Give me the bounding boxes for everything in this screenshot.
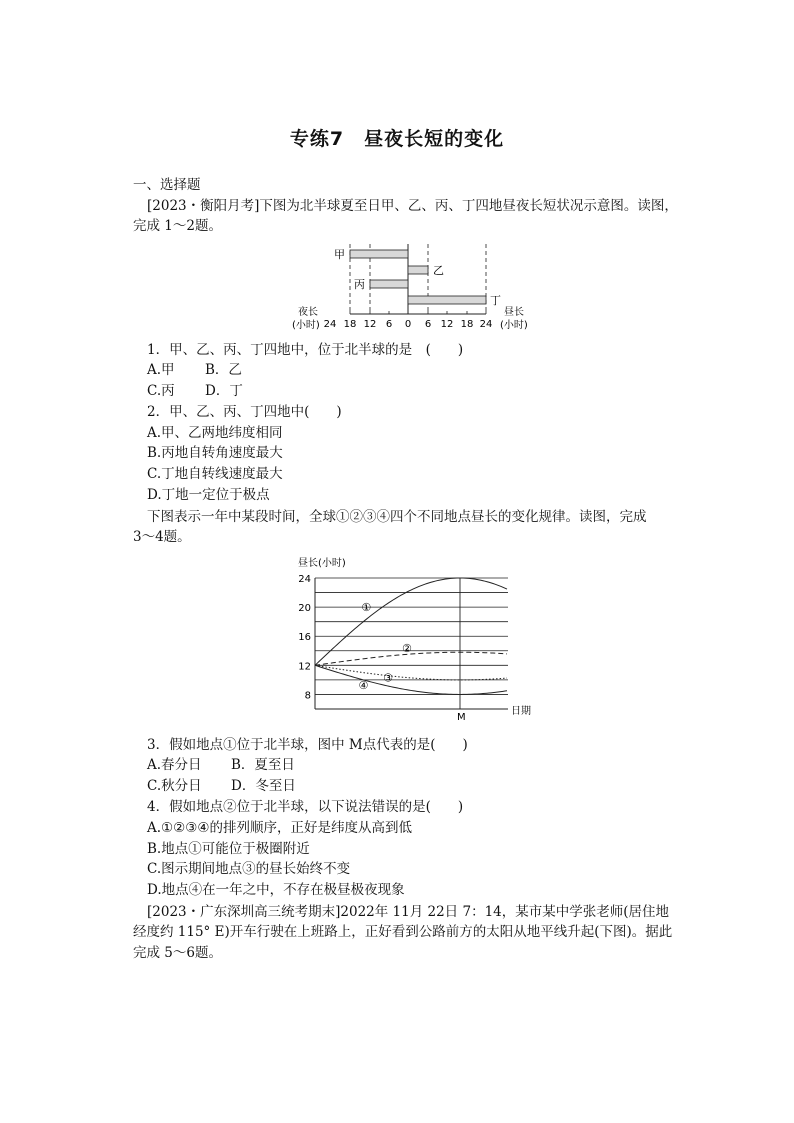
intro3-line2: 经度约 115° E)开车行驶在上班路上，正好看到公路前方的太阳从地平线升起(下图)。据此 bbox=[133, 924, 673, 940]
q4-option-c[interactable]: C.图示期间地点③的昼长始终不变 bbox=[147, 861, 351, 877]
curve-label-2: ② bbox=[402, 642, 412, 656]
q1-option-b[interactable]: B．乙 bbox=[205, 362, 242, 378]
q4-option-a[interactable]: A.①②③④的排列顺序，正好是纬度从高到低 bbox=[147, 820, 412, 836]
tick-right-12: 12 bbox=[440, 319, 454, 330]
q1-options-row1 bbox=[147, 360, 242, 380]
tick-0: 0 bbox=[404, 319, 412, 330]
q3-option-d[interactable]: D．冬至日 bbox=[231, 778, 296, 794]
curve-label-1: ① bbox=[361, 601, 372, 615]
daylength-line-chart bbox=[288, 556, 548, 724]
y-tick-label: 20 bbox=[298, 603, 311, 615]
bar-jia bbox=[350, 250, 408, 258]
q1-option-c[interactable]: C.丙 bbox=[147, 383, 175, 399]
intro3-line3: 完成 5～6题。 bbox=[133, 945, 222, 961]
q3-options-row1 bbox=[147, 755, 295, 775]
tick-right-24: 24 bbox=[479, 319, 493, 330]
tick-left-12: 12 bbox=[363, 319, 377, 330]
y-tick-label: 12 bbox=[298, 661, 311, 673]
curve-label-4: ④ bbox=[358, 679, 369, 693]
night-axis-unit: (小时) bbox=[292, 320, 320, 331]
bar-yi bbox=[408, 266, 428, 274]
intro2-line1: 下图表示一年中某段时间，全球①②③④四个不同地点昼长的变化规律。读图，完成 bbox=[147, 509, 647, 525]
q2-option-d[interactable]: D.丁地一定位于极点 bbox=[147, 487, 270, 503]
section-heading: 一、选择题 bbox=[133, 177, 201, 193]
label-jia: 甲 bbox=[334, 248, 345, 261]
q3-options-row2 bbox=[147, 776, 296, 796]
tick-left-6: 6 bbox=[385, 319, 393, 330]
question-3: 3．假如地点①位于北半球，图中 M点代表的是( ) bbox=[147, 737, 468, 753]
question-4: 4．假如地点②位于北半球，以下说法错误的是( ) bbox=[147, 799, 464, 815]
q3-option-a[interactable]: A.春分日 bbox=[147, 757, 202, 773]
bar-ding bbox=[408, 296, 486, 304]
intro2-line2: 3～4题。 bbox=[133, 529, 191, 545]
day-night-bar-chart bbox=[290, 240, 540, 332]
q4-option-b[interactable]: B.地点①可能位于极圈附近 bbox=[147, 841, 310, 857]
bar-bing bbox=[370, 280, 408, 288]
intro1-line1: [2023・衡阳月考]下图为北半球夏至日甲、乙、丙、丁四地昼夜长短状况示意图。读图， bbox=[147, 198, 678, 214]
m-marker-label: M bbox=[457, 712, 466, 723]
x-axis-label: 日期 bbox=[511, 706, 531, 717]
label-yi: 乙 bbox=[433, 264, 444, 277]
intro1-line2: 完成 1～2题。 bbox=[133, 218, 222, 234]
label-ding: 丁 bbox=[490, 294, 501, 307]
y-tick-label: 16 bbox=[298, 632, 311, 644]
y-tick-label: 24 bbox=[298, 574, 311, 585]
question-2: 2．甲、乙、丙、丁四地中( ) bbox=[147, 404, 342, 420]
q1-option-d[interactable]: D．丁 bbox=[205, 383, 243, 399]
q1-options-row2 bbox=[147, 381, 243, 401]
tick-right-6: 6 bbox=[424, 319, 432, 330]
q3-option-c[interactable]: C.秋分日 bbox=[147, 778, 202, 794]
question-1: 1．甲、乙、丙、丁四地中，位于北半球的是 ( ) bbox=[147, 342, 464, 358]
tick-left-18: 18 bbox=[343, 319, 357, 330]
night-axis-label: 夜长 bbox=[298, 307, 318, 318]
q2-option-c[interactable]: C.丁地自转线速度最大 bbox=[147, 466, 283, 482]
tick-right-18: 18 bbox=[460, 319, 474, 330]
q3-option-b[interactable]: B．夏至日 bbox=[231, 757, 295, 773]
label-bing: 丙 bbox=[354, 278, 365, 291]
tick-left-24: 24 bbox=[323, 319, 337, 330]
q2-option-a[interactable]: A.甲、乙两地纬度相同 bbox=[147, 425, 283, 441]
y-axis-label: 昼长(小时) bbox=[298, 558, 346, 569]
y-tick-label: 8 bbox=[304, 690, 311, 702]
q4-option-d[interactable]: D.地点④在一年之中，不存在极昼极夜现象 bbox=[147, 882, 405, 898]
day-axis-unit: (小时) bbox=[500, 320, 528, 331]
curve-3 bbox=[315, 665, 507, 680]
curve-label-3: ③ bbox=[383, 671, 394, 685]
q2-option-b[interactable]: B.丙地自转角速度最大 bbox=[147, 445, 283, 461]
q1-option-a[interactable]: A.甲 bbox=[147, 362, 175, 378]
day-axis-label: 昼长 bbox=[504, 307, 524, 318]
page-title: 专练7 昼夜长短的变化 bbox=[289, 128, 505, 150]
intro3-line1: [2023・广东深圳高三统考期末]2022年 11月 22日 7：14，某市某中学张老师(居住地 bbox=[147, 904, 670, 920]
